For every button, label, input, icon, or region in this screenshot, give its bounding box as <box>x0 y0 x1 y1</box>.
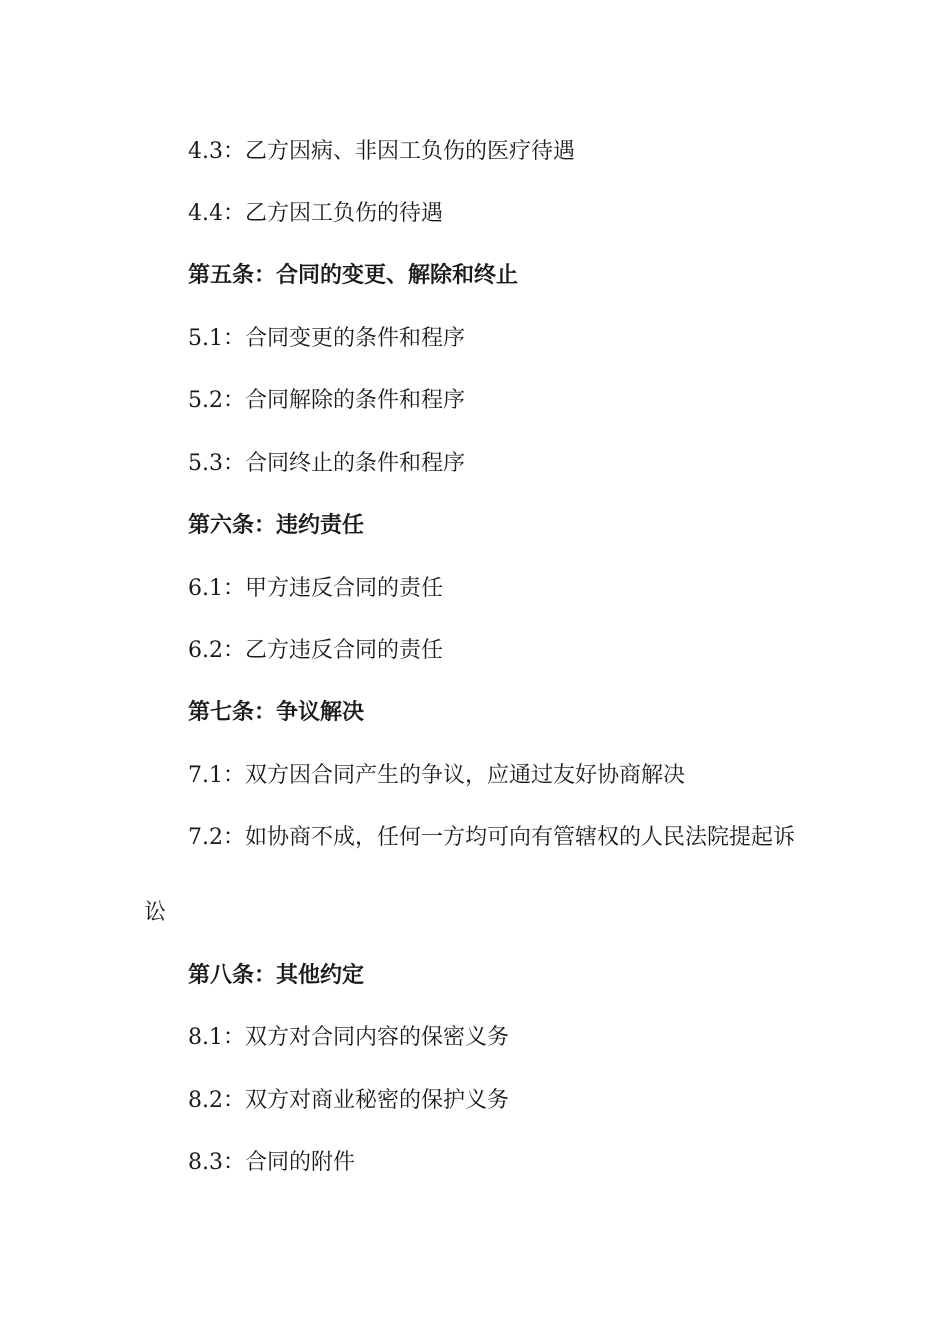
clause-5-2: 5.2：合同解除的条件和程序 <box>188 388 465 413</box>
article-7-heading: 第七条：争议解决 <box>188 700 365 725</box>
clause-7-1: 7.1：双方因合同产生的争议，应通过友好协商解决 <box>188 763 685 788</box>
clause-6-2: 6.2：乙方违反合同的责任 <box>188 638 443 663</box>
clause-8-1: 8.1：双方对合同内容的保密义务 <box>188 1025 509 1050</box>
clause-4-3: 4.3：乙方因病、非因工负伤的医疗待遇 <box>188 139 575 164</box>
clause-5-3: 5.3：合同终止的条件和程序 <box>188 451 465 476</box>
clause-6-1: 6.1：甲方违反合同的责任 <box>188 576 443 601</box>
clause-7-2: 7.2：如协商不成，任何一方均可向有管辖权的人民法院提起诉 <box>188 825 795 850</box>
clause-7-2-continuation: 讼 <box>144 900 167 925</box>
clause-5-1: 5.1：合同变更的条件和程序 <box>188 326 465 351</box>
article-6-heading: 第六条：违约责任 <box>188 513 365 538</box>
article-8-heading: 第八条：其他约定 <box>188 963 365 988</box>
clause-4-4: 4.4：乙方因工负伤的待遇 <box>188 201 443 226</box>
article-5-heading: 第五条：合同的变更、解除和终止 <box>188 263 519 288</box>
clause-8-3: 8.3：合同的附件 <box>188 1150 355 1175</box>
clause-8-2: 8.2：双方对商业秘密的保护义务 <box>188 1088 509 1113</box>
